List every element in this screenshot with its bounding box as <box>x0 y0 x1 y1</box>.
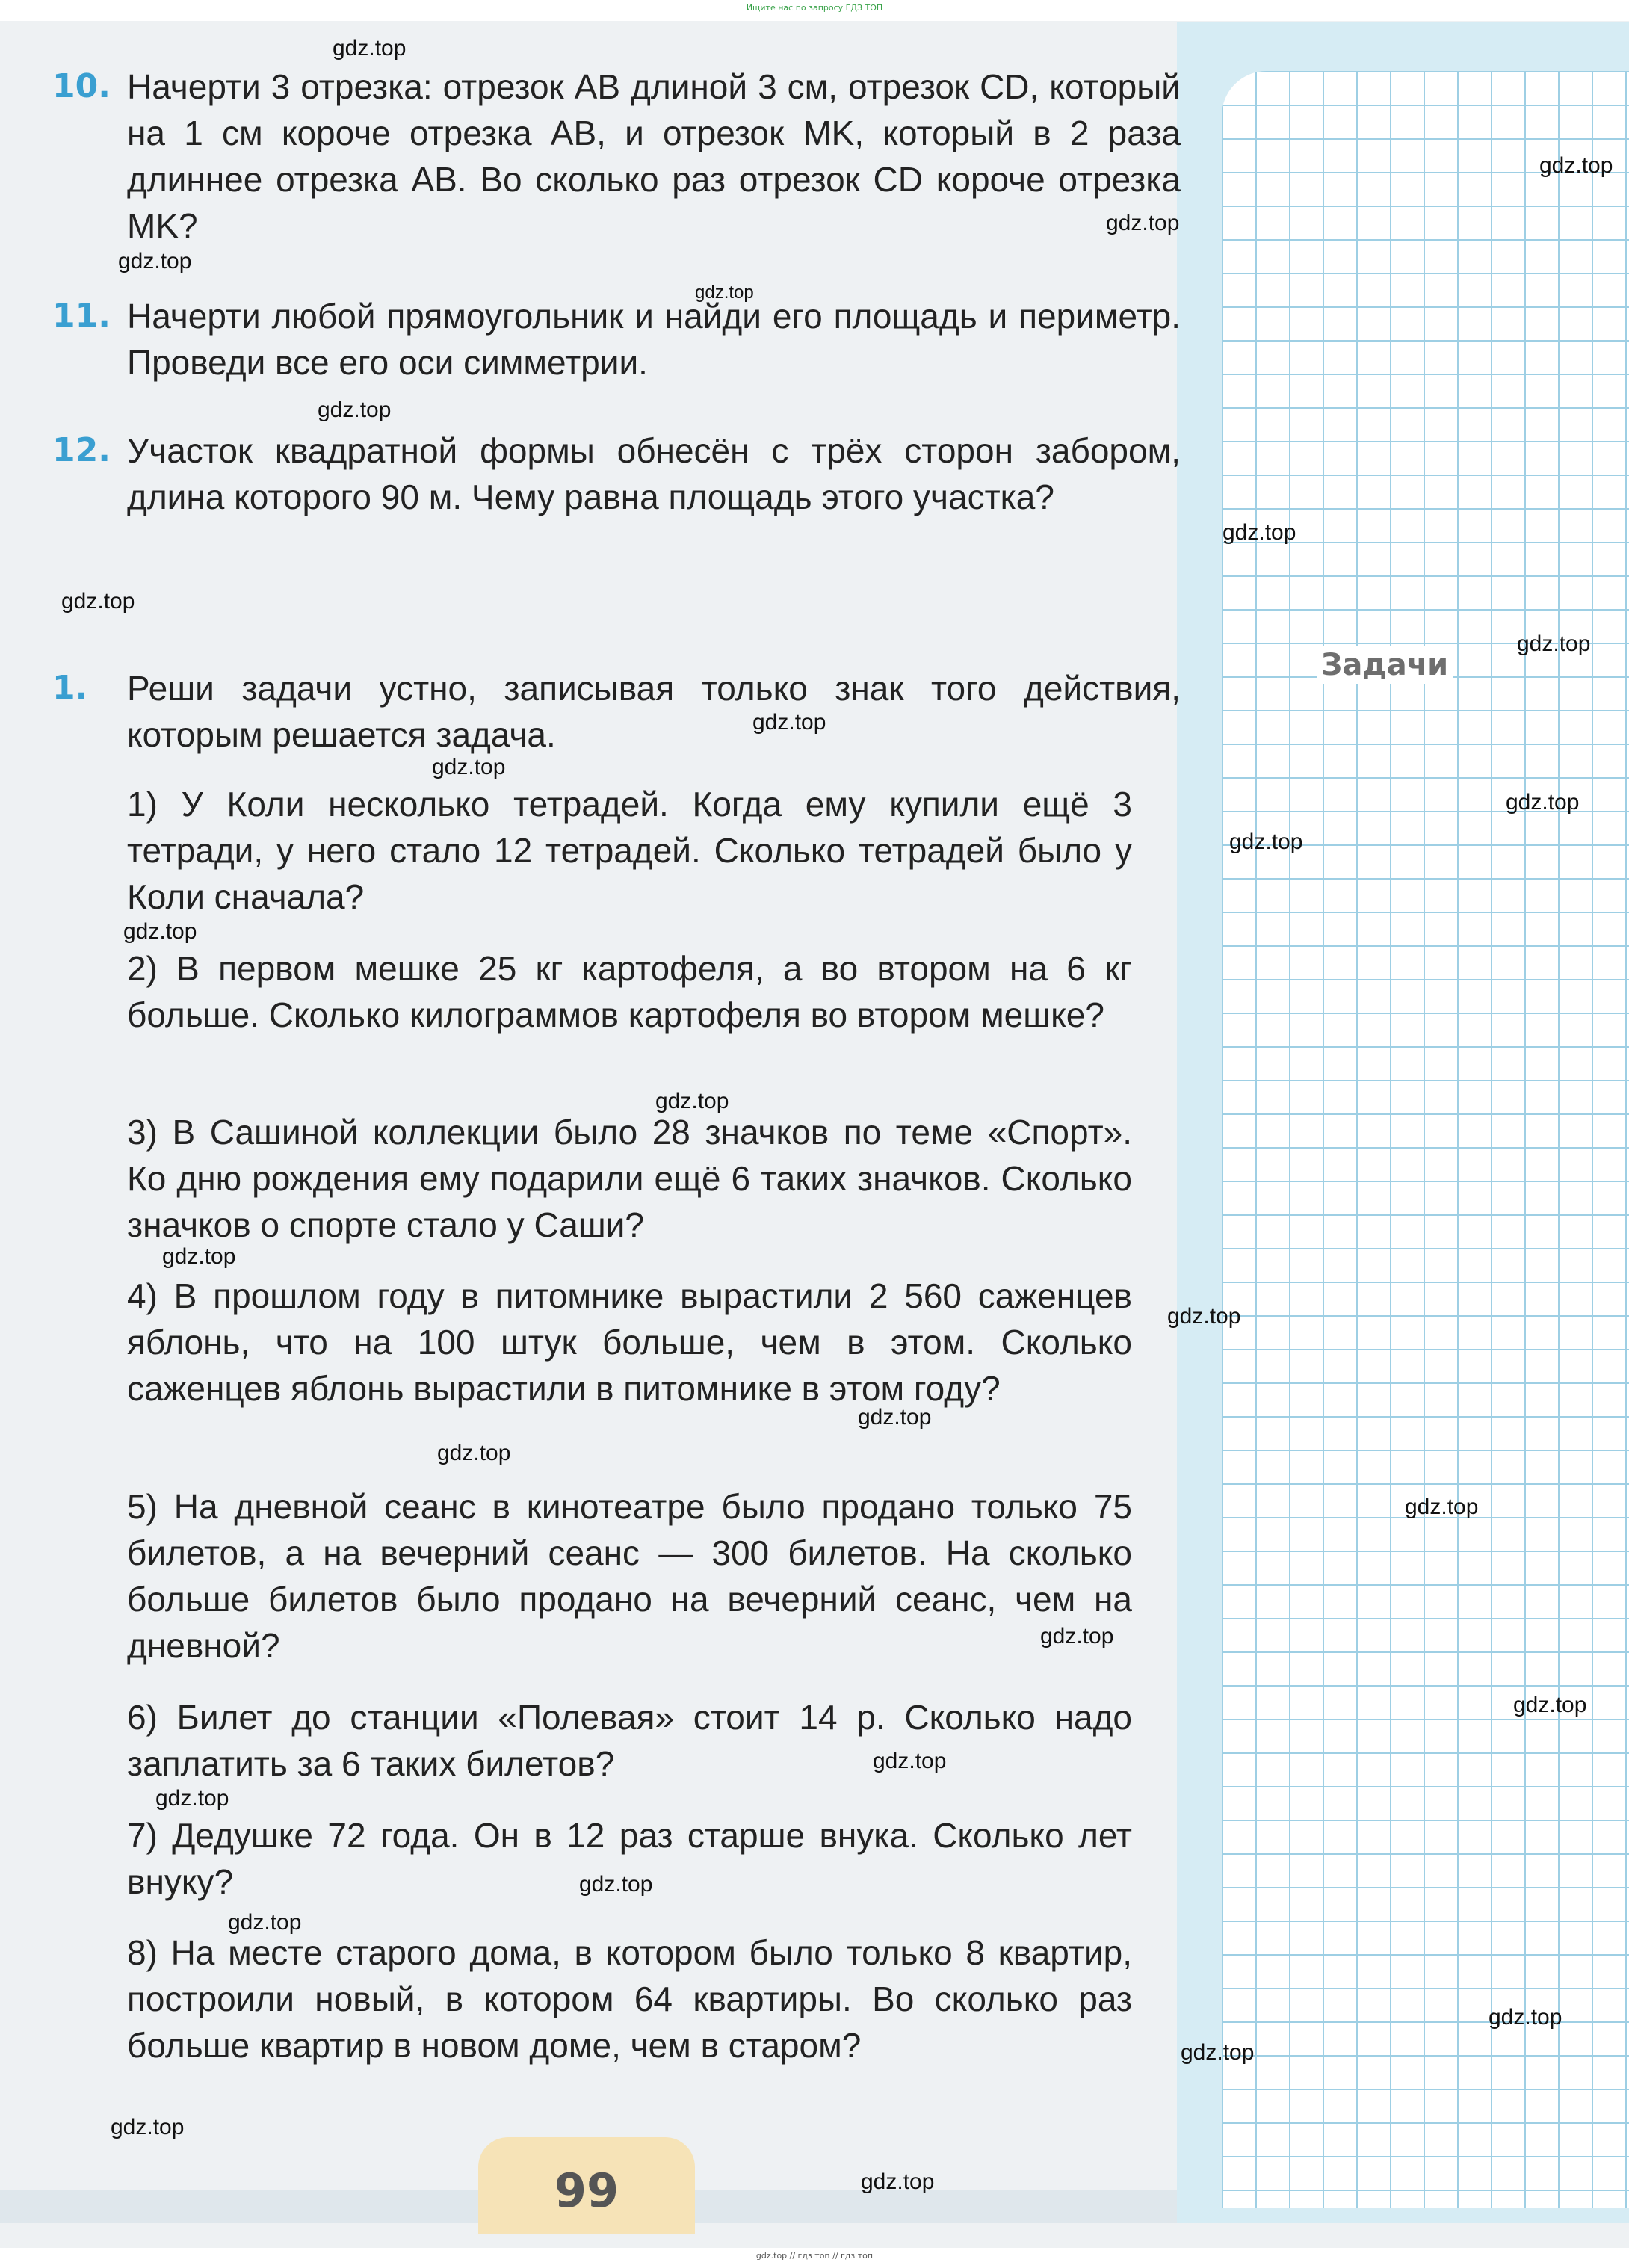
subtask-6: 6) Билет до станции «Полевая» стоит 14 р. Сколько надо заплатить за 6 таких билетов? <box>127 1698 1132 1783</box>
watermark: gdz.top <box>228 1910 302 1935</box>
watermark: gdz.top <box>333 36 407 61</box>
watermark: gdz.top <box>579 1872 653 1897</box>
watermark: gdz.top <box>123 919 197 944</box>
subtask-2: 2) В первом мешке 25 кг картофеля, а во втором на 6 кг больше. Сколько килограммов картофеля во втором мешке? <box>127 949 1132 1034</box>
task-number: 10. <box>52 67 111 105</box>
task-text: Участок квадратной формы обнесён с трёх сторон забором, длина которого 90 м. Чему равна площадь этого участка? <box>127 431 1181 516</box>
bottom-note: gdz.top // гдз топ // гдз топ <box>755 2251 874 2261</box>
subtask-3: 3) В Сашиной коллекции было 28 значков по теме «Спорт». Ко дню рождения ему подарили ещё 6 таких значков. Сколько значков о спорте стало у Саши? <box>127 1113 1132 1244</box>
watermark: gdz.top <box>873 1749 947 1773</box>
watermark: gdz.top <box>432 755 506 779</box>
watermark: gdz.top <box>111 2115 185 2139</box>
watermark: gdz.top <box>1106 211 1180 235</box>
task-number: 11. <box>52 297 111 335</box>
subtask-1: 1) У Коли несколько тетрадей. Когда ему купили ещё 3 тетради, у него стало 12 тетрадей. Сколько тетрадей было у Коли сначала? <box>127 785 1132 916</box>
notes-grid <box>1222 71 1629 2208</box>
task-number: 1. <box>52 669 88 707</box>
watermark: gdz.top <box>318 398 392 422</box>
sidebar-label: Задачи <box>1317 646 1453 684</box>
watermark: gdz.top <box>858 1405 932 1430</box>
watermark: gdz.top <box>1222 520 1296 545</box>
watermark: gdz.top <box>118 249 192 274</box>
page-number: 99 <box>554 2163 619 2218</box>
watermark: gdz.top <box>1513 1693 1587 1717</box>
top-note: Ищите нас по запросу ГДЗ ТОП <box>746 3 883 13</box>
task-number: 12. <box>52 431 111 469</box>
task-text: Начерти 3 отрезка: отрезок AB длиной 3 см, отрезок CD, который на 1 см короче отрезка AB, и отрезок MK, который в 2 раза длиннее отрезка AB. Во сколько раз отрезок CD короче отрезка MK? <box>127 67 1181 245</box>
watermark: gdz.top <box>1506 790 1580 815</box>
watermark: gdz.top <box>752 710 826 735</box>
watermark: gdz.top <box>1405 1495 1479 1519</box>
watermark: gdz.top <box>1040 1624 1114 1649</box>
watermark: gdz.top <box>1539 153 1613 178</box>
watermark: gdz.top <box>1229 829 1303 854</box>
watermark: gdz.top <box>861 2169 935 2194</box>
watermark: gdz.top <box>1181 2040 1255 2065</box>
subtask-8: 8) На месте старого дома, в котором было только 8 квартир, построили новый, в котором 64 квартиры. Во сколько раз больше квартир в новом доме, чем в старом? <box>127 1933 1132 2065</box>
subtask-4: 4) В прошлом году в питомнике вырастили 2 560 саженцев яблонь, что на 100 штук больше, чем в этом. Сколько саженцев яблонь вырастили в питомнике в этом году? <box>127 1276 1132 1408</box>
watermark: gdz.top <box>1489 2005 1562 2030</box>
watermark: gdz.top <box>655 1089 729 1113</box>
watermark: gdz.top <box>437 1441 511 1465</box>
watermark: gdz.top <box>695 282 754 303</box>
watermark: gdz.top <box>1517 631 1591 656</box>
watermark: gdz.top <box>162 1244 236 1269</box>
watermark: gdz.top <box>1167 1304 1241 1329</box>
watermark: gdz.top <box>155 1786 229 1811</box>
subtask-7: 7) Дедушке 72 года. Он в 12 раз старше внука. Сколько лет внуку? <box>127 1816 1132 1901</box>
watermark: gdz.top <box>61 589 135 614</box>
subtask-5: 5) На дневной сеанс в кинотеатре было продано только 75 билетов, а на вечерний сеанс — 300 билетов. На сколько больше билетов было продано на вечерний сеанс, чем на дневной? <box>127 1487 1132 1665</box>
task-text: Начерти любой прямоугольник и найди его площадь и периметр. Проведи все его оси симметрии. <box>127 297 1181 382</box>
task-text: Реши задачи устно, записывая только знак того действия, которым решается задача. <box>127 669 1181 754</box>
